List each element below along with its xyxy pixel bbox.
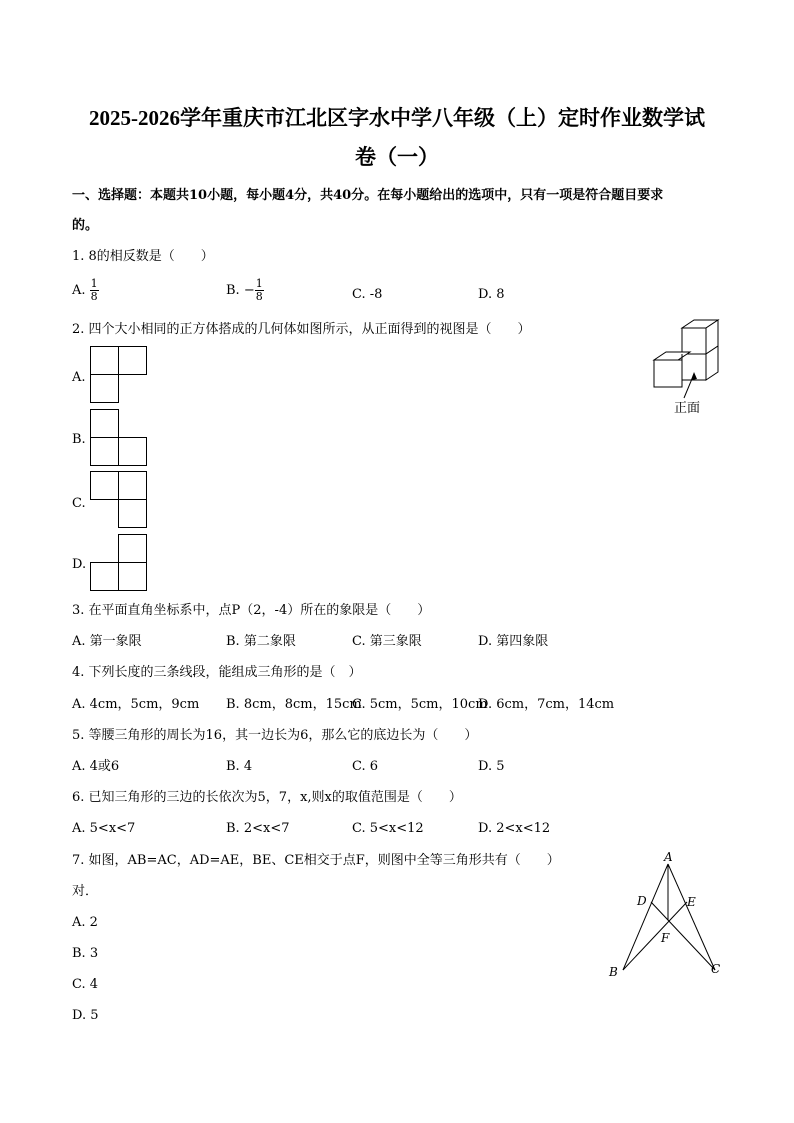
section-instruction-line1: 一、选择题：本题共10小题，每小题4分，共40分。在每小题给出的选项中，只有一项是符合题目要求: [72, 188, 664, 203]
question-6-option-a: A. 5<x<7: [72, 821, 136, 836]
page-title-line1: 2025-2026学年重庆市江北区字水中学八年级（上）定时作业数学试: [89, 106, 705, 130]
question-2-cube-figure: [648, 318, 728, 418]
question-2-option-c-figure: [90, 471, 150, 531]
question-4-option-b: B. 8cm，8cm，15cm: [226, 697, 362, 712]
point-e-label: E: [687, 895, 696, 909]
question-7-option-b: B. 3: [72, 946, 99, 961]
point-d-label: D: [637, 894, 647, 908]
question-3-stem: 3. 在平面直角坐标系中，点P（2，-4）所在的象限是（ ）: [72, 603, 431, 618]
question-2-option-a-figure: [90, 346, 150, 406]
point-a-label: A: [664, 850, 673, 864]
question-6-option-c: C. 5<x<12: [352, 821, 424, 836]
question-7-stem-continued: 对．: [72, 884, 99, 899]
question-1-option-d: D. 8: [478, 287, 505, 302]
point-c-label: C: [711, 962, 721, 976]
question-4-stem: 4. 下列长度的三条线段，能组成三角形的是（ ）: [72, 665, 362, 680]
question-7-option-a: A. 2: [72, 915, 98, 930]
point-b-label: B: [609, 965, 618, 979]
question-2-option-c: C.: [72, 496, 86, 511]
question-1-option-c: C. -8: [352, 287, 383, 302]
question-2-option-d-figure: [90, 534, 150, 594]
question-4-option-c: C. 5cm，5cm，10cm: [352, 697, 488, 712]
section-instruction-line2: 的。: [72, 218, 99, 233]
question-4-option-d: D. 6cm，7cm，14cm: [478, 697, 615, 712]
question-5-option-b: B. 4: [226, 759, 253, 774]
question-3-option-c: C. 第三象限: [352, 634, 422, 649]
question-6-option-d: D. 2<x<12: [478, 821, 551, 836]
question-4-option-a: A. 4cm，5cm，9cm: [72, 697, 200, 712]
question-5-stem: 5. 等腰三角形的周长为16，其一边长为6，那么它的底边长为（ ）: [72, 728, 478, 743]
question-7-option-d: D. 5: [72, 1008, 99, 1023]
question-3-option-b: B. 第二象限: [226, 634, 296, 649]
question-7-option-c: C. 4: [72, 977, 99, 992]
question-6-stem: 6. 已知三角形的三边的长依次为5，7，x,则x的取值范围是（ ）: [72, 790, 462, 805]
page-title-line2: 卷（一）: [355, 145, 439, 169]
question-2-option-b: B.: [72, 432, 86, 447]
question-5-option-c: C. 6: [352, 759, 379, 774]
question-2-stem: 2. 四个大小相同的正方体搭成的几何体如图所示，从正面得到的视图是（ ）: [72, 322, 531, 337]
question-2-option-b-figure: [90, 409, 150, 469]
question-7-stem: 7. 如图，AB=AC，AD=AE，BE、CE相交于点F，则图中全等三角形共有（ ）: [72, 853, 560, 868]
question-5-option-a: A. 4或6: [72, 759, 120, 774]
question-5-option-d: D. 5: [478, 759, 505, 774]
question-1-stem: 1. 8的相反数是（ ）: [72, 249, 214, 264]
point-f-label: F: [661, 931, 670, 945]
question-3-option-d: D. 第四象限: [478, 634, 549, 649]
question-6-option-b: B. 2<x<7: [226, 821, 290, 836]
question-2-option-a: A.: [72, 370, 86, 385]
question-1-option-a: A. $\frac{1}{8}$: [72, 277, 98, 303]
question-2-option-d: D.: [72, 557, 87, 572]
question-3-option-a: A. 第一象限: [72, 634, 142, 649]
front-view-label: 正面: [674, 401, 701, 416]
question-7-triangle-figure: [605, 850, 735, 980]
question-1-option-b: B. − $\frac{1}{8}$: [226, 277, 263, 303]
